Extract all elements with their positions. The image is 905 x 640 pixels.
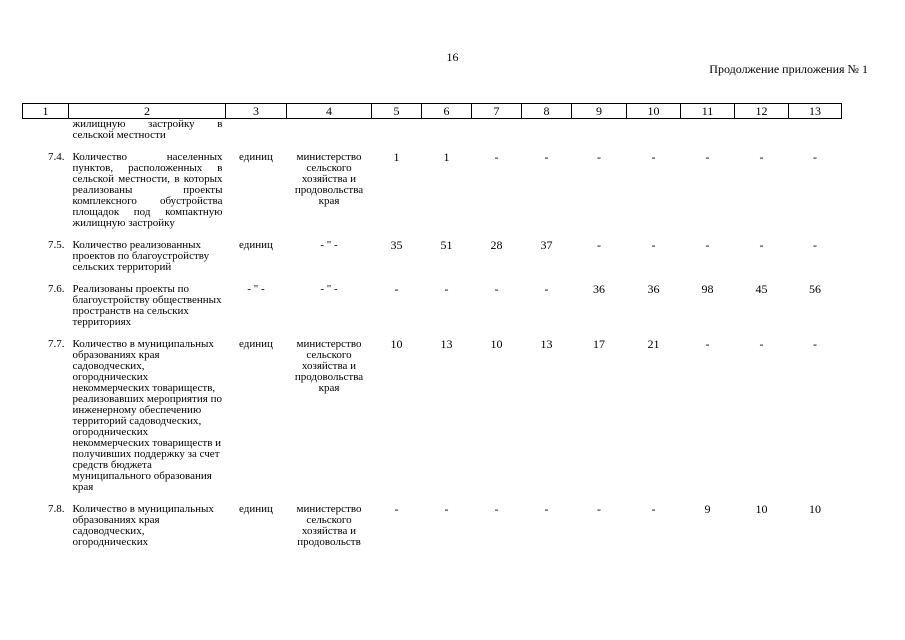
- header-row: [23, 104, 842, 119]
- responsible-cell: - " -: [320, 239, 338, 251]
- value-cell: 9: [704, 502, 711, 516]
- unit-cell: единиц: [239, 503, 273, 515]
- header-cell: 6: [422, 104, 472, 119]
- value-cell: -: [494, 282, 499, 296]
- table-row: [23, 336, 842, 501]
- header-cell: 3: [226, 104, 287, 119]
- value-cell: -: [759, 238, 764, 252]
- indicator-name: Количество в муниципальных образованиях края садоводческих, огороднических: [72, 503, 214, 548]
- value-cell: 37: [540, 238, 553, 252]
- value-cell: 28: [490, 238, 503, 252]
- value-cell: -: [651, 502, 656, 516]
- value-cell: 17: [593, 337, 605, 351]
- value-cell: 13: [540, 337, 553, 351]
- value-cell: 36: [647, 282, 660, 296]
- value-cell: -: [394, 502, 399, 516]
- value-cell: -: [444, 282, 449, 296]
- unit-cell: единиц: [239, 151, 273, 163]
- continuation-row: [23, 119, 842, 150]
- value-cell: -: [705, 238, 710, 252]
- row-number: 7.6.: [48, 283, 65, 295]
- header-cell: 2: [69, 104, 226, 119]
- value-cell: 1: [393, 150, 400, 164]
- value-cell: -: [813, 337, 817, 351]
- header-cell: 13: [789, 104, 842, 119]
- row-number: 7.7.: [48, 338, 65, 350]
- value-cell: -: [494, 150, 499, 164]
- header-cell: 8: [522, 104, 572, 119]
- appendix-caption: Продолжение приложения № 1: [709, 62, 868, 76]
- value-cell: 98: [701, 282, 714, 296]
- value-cell: 10: [809, 502, 821, 516]
- header-cell: 11: [681, 104, 735, 119]
- value-cell: -: [394, 282, 399, 296]
- value-cell: -: [813, 150, 817, 164]
- indicators-table: [22, 103, 842, 548]
- page-number: 16: [446, 50, 459, 64]
- value-cell: 10: [755, 502, 768, 516]
- row-number: 7.8.: [48, 503, 65, 515]
- value-cell: 36: [593, 282, 605, 296]
- unit-cell: единиц: [239, 239, 273, 251]
- header-cell: 7: [472, 104, 522, 119]
- row-number: 7.4.: [48, 151, 65, 163]
- indicator-name: Реализованы проекты по благоустройству общественных пространств на сельских территориях: [72, 283, 222, 328]
- value-cell: -: [597, 502, 601, 516]
- row-number: 7.5.: [48, 239, 65, 251]
- header-cell: 1: [23, 104, 69, 119]
- value-cell: 45: [755, 282, 768, 296]
- responsible-cell: - " -: [320, 283, 338, 295]
- value-cell: -: [597, 150, 601, 164]
- value-cell: -: [544, 282, 549, 296]
- value-cell: -: [651, 238, 656, 252]
- value-cell: -: [759, 150, 764, 164]
- value-cell: -: [813, 238, 817, 252]
- value-cell: 35: [390, 238, 403, 252]
- header-cell: 12: [735, 104, 789, 119]
- value-cell: 21: [647, 337, 660, 351]
- indicator-name: Количество населенных пунктов, расположенных в сельской местности, в которых реализованы проекты комплексного обустройства площадок под компактную жилищную застройку: [72, 151, 223, 229]
- indicator-name: Количество в муниципальных образованиях края садоводческих, огороднических некоммерческих товариществ, реализовавших мероприятия по инженерному обеспечению территорий садоводческих, огороднических некоммерческих товариществ и получивших поддержку за счет средств бюджета муниципального образования края: [72, 338, 222, 493]
- unit-cell: - " -: [247, 283, 265, 295]
- unit-cell: единиц: [239, 338, 273, 350]
- value-cell: 13: [440, 337, 453, 351]
- value-cell: 56: [809, 282, 821, 296]
- value-cell: -: [705, 150, 710, 164]
- table-row: [23, 281, 842, 336]
- table-row: [23, 501, 842, 548]
- value-cell: -: [759, 337, 764, 351]
- value-cell: -: [444, 502, 449, 516]
- responsible-cell: министерство сельского хозяйства и продовольств: [296, 503, 362, 548]
- value-cell: -: [544, 150, 549, 164]
- header-cell: 10: [627, 104, 681, 119]
- value-cell: 10: [390, 337, 403, 351]
- value-cell: -: [597, 238, 601, 252]
- value-cell: 1: [443, 150, 450, 164]
- value-cell: -: [651, 150, 656, 164]
- value-cell: -: [494, 502, 499, 516]
- header-cell: 4: [287, 104, 372, 119]
- header-cell: 9: [572, 104, 627, 119]
- responsible-cell: министерство сельского хозяйства и продовольства края: [294, 151, 364, 207]
- indicator-name: Количество реализованных проектов по благоустройству сельских территорий: [72, 239, 210, 273]
- value-cell: -: [544, 502, 549, 516]
- table-row: [23, 237, 842, 281]
- indicator-name: жилищную застройку в сельской местности: [72, 118, 223, 141]
- value-cell: 10: [490, 337, 503, 351]
- value-cell: 51: [440, 238, 453, 252]
- header-cell: 5: [372, 104, 422, 119]
- responsible-cell: министерство сельского хозяйства и продовольства края: [294, 338, 364, 394]
- value-cell: -: [705, 337, 710, 351]
- table-row: [23, 149, 842, 237]
